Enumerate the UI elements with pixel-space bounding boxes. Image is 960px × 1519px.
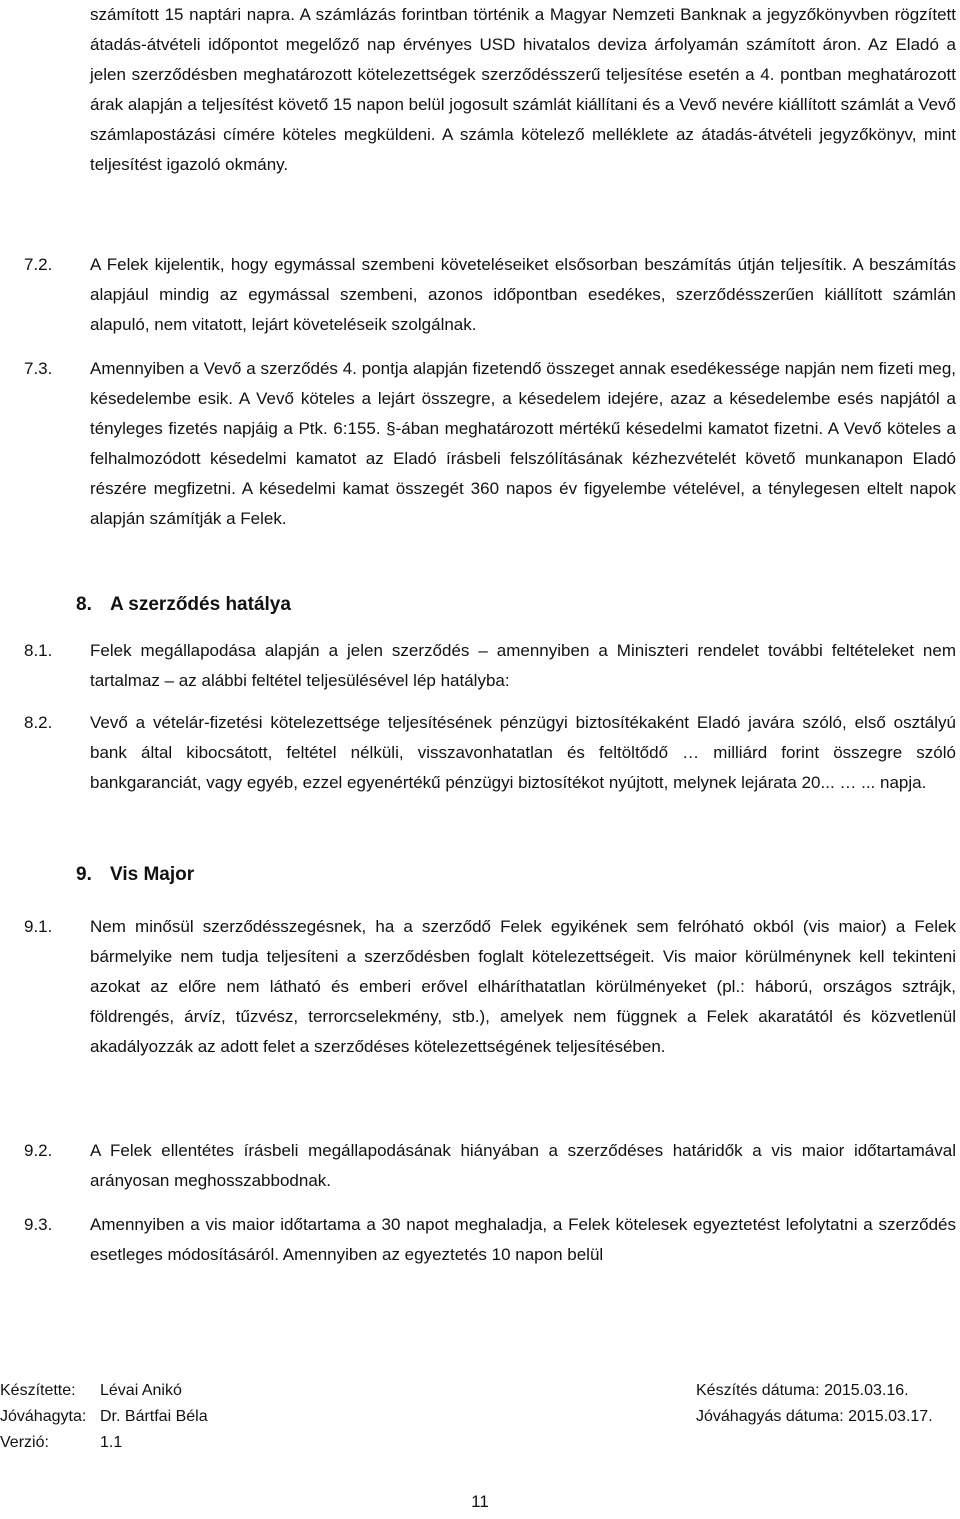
prepared-by	[0, 1378, 182, 1404]
paragraph-text: Vevő a vételár-fizetési kötelezettsége teljesítésének pénzügyi biztosítékaként Eladó javára szóló, első osztályú bank által kibocsátott, feltétel nélküli, visszavonhatatlan és feltöltődő … milliárd forint összegre szóló bankgaranciát, vagy egyéb, ezzel egyenértékű pénzügyi biztosítékot nyújtott, melynek lejárata 20... … ... napja.	[90, 713, 956, 792]
paragraph-7-2	[24, 250, 956, 340]
paragraph-number: 9.2.	[24, 1141, 53, 1160]
section-9-heading	[76, 860, 960, 890]
section-number: 8.	[76, 594, 92, 615]
paragraph-number: 7.3.	[24, 359, 53, 378]
version-label: Verzió:	[0, 1434, 49, 1451]
prep-date-label: Készítés dátuma:	[696, 1382, 820, 1399]
paragraph-number: 9.1.	[24, 917, 53, 936]
appr-date-label: Jóváhagyás dátuma:	[696, 1408, 844, 1425]
paragraph-number: 8.1.	[24, 641, 53, 660]
page-number: 11	[471, 1492, 489, 1511]
approved-date	[696, 1404, 933, 1430]
paragraph-number: 9.3.	[24, 1215, 53, 1234]
approved-value: Dr. Bártfai Béla	[100, 1408, 208, 1425]
section-number: 9.	[76, 864, 92, 885]
paragraph-text: Nem minősül szerződésszegésnek, ha a szerződő Felek egyikének sem felróható okból (vis maior) a Felek bármelyike nem tudja teljesíteni a szerződésben foglalt kötelezettségeit. Vis maior körülménynek kell tekinteni azokat az előre nem látható és emberi erővel elháríthatatlan körülményeket (pl.: háború, országos sztrájk, földrengés, árvíz, tűzvész, terrorcselekmény, stb.), amelyek nem függnek a Felek akaratától és közvetlenül akadályozzák az adott felet a szerződéses kötelezettségének teljesítésében.	[90, 917, 956, 1056]
version	[0, 1430, 122, 1456]
section-title: A szerződés hatálya	[110, 594, 291, 615]
section-title: Vis Major	[110, 864, 195, 885]
paragraph-text: A Felek ellentétes írásbeli megállapodásának hiányában a szerződéses határidők a vis maior időtartamával arányosan meghosszabbodnak.	[90, 1141, 956, 1190]
paragraph-text: Felek megállapodása alapján a jelen szerződés – amennyiben a Miniszteri rendelet további feltételeket nem tartalmaz – az alábbi feltétel teljesülésével lép hatályba:	[90, 641, 956, 690]
prepared-date	[696, 1378, 909, 1404]
paragraph-number: 8.2.	[24, 713, 53, 732]
paragraph-text: Amennyiben a vis maior időtartama a 30 napot meghaladja, a Felek kötelesek egyeztetést lefolytatni a szerződés esetleges módosításáról. Amennyiben az egyeztetés 10 napon belül	[90, 1215, 956, 1264]
paragraph-number: 7.2.	[24, 255, 53, 274]
version-value: 1.1	[100, 1434, 123, 1451]
paragraph-8-1	[24, 636, 956, 696]
section-8-heading	[76, 590, 960, 620]
paragraph-text: A Felek kijelentik, hogy egymással szembeni követeléseiket elsősorban beszámítás útján teljesítik. A beszámítás alapjául mindig az egymással szembeni, azonos időpontban esedékes, szerződésszerűen kiállított számlán alapuló, nem vitatott, lejárt követeléseik szolgálnak.	[90, 255, 956, 334]
approved-by	[0, 1404, 208, 1430]
paragraph-9-3	[24, 1210, 956, 1270]
paragraph-7-3	[24, 354, 956, 564]
prepared-value: Lévai Anikó	[100, 1382, 182, 1399]
appr-date-value: 2015.03.17.	[848, 1408, 933, 1425]
prepared-label: Készítette:	[0, 1382, 76, 1399]
paragraph-9-1	[24, 912, 956, 1122]
paragraph-8-2	[24, 708, 956, 828]
approved-label: Jóváhagyta:	[0, 1408, 87, 1425]
continuation-paragraph: számított 15 naptári napra. A számlázás forintban történik a Magyar Nemzeti Banknak a jegyzőkönyvben rögzített átadás-átvételi időpontot megelőző nap érvényes USD hivatalos deviza árfolyamán számított áron. Az Eladó a jelen szerződésben meghatározott kötelezettségek szerződésszerű teljesítése esetén a 4. pontban meghatározott árak alapján a teljesítést követő 15 napon belül jogosult számlát kiállítani és a Vevő nevére kiállított számlát a Vevő számlapostázási címére köteles megküldeni. A számla kötelező melléklete az átadás-átvételi jegyzőkönyv, mint teljesítést igazoló okmány.	[90, 5, 956, 174]
paragraph-9-2	[24, 1136, 956, 1196]
prep-date-value: 2015.03.16.	[824, 1382, 909, 1399]
document-footer	[0, 1378, 960, 1456]
paragraph-text: Amennyiben a Vevő a szerződés 4. pontja alapján fizetendő összeget annak esedékessége napján nem fizeti meg, késedelembe esik. A Vevő köteles a lejárt összegre, a késedelem idejére, azaz a késedelembe esés napjától a tényleges fizetés napjáig a Ptk. 6:155. §-ában meghatározott mértékű késedelmi kamatot fizetni. A Vevő köteles a felhalmozódott késedelmi kamatot az Eladó írásbeli felszólításának kézhezvételét követő munkanapon Eladó részére megfizetni. A késedelmi kamat összegét 360 napos év figyelembe vételével, a ténylegesen eltelt napok alapján számítják a Felek.	[90, 359, 956, 528]
